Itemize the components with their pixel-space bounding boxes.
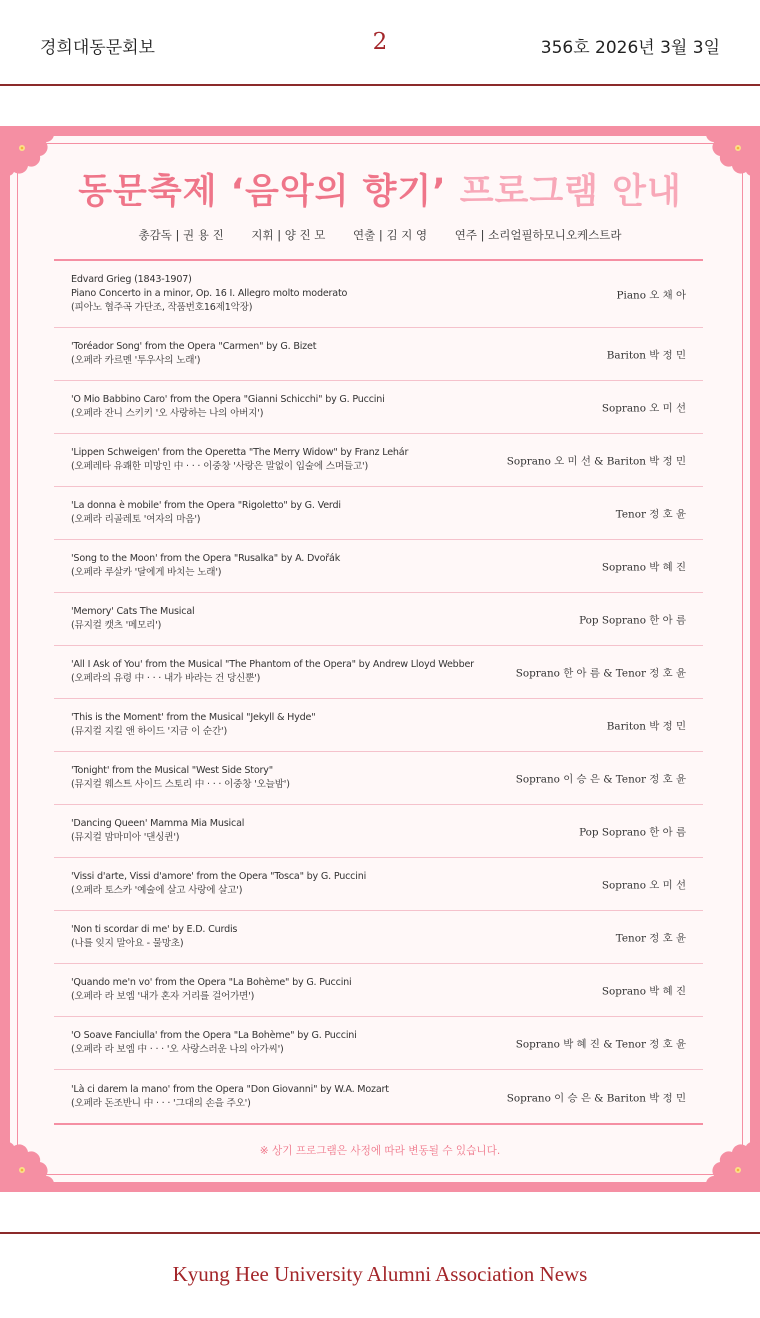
program-frame — [0, 126, 760, 1192]
program-line: 'Song to the Moon' from the Opera "Rusalka" by A. Dvořák — [71, 553, 341, 564]
program-row — [54, 261, 703, 328]
program-title — [71, 273, 521, 315]
program-line: (뮤지컬 캣츠 '메모리') — [71, 620, 162, 631]
program-performer: Pop Soprano 한 아 름 — [579, 826, 686, 839]
program-performer: Tenor 정 호 윤 — [615, 508, 686, 521]
program-performer: Soprano 오 미 선 — [601, 402, 686, 415]
program-performer: Soprano 오 미 선 & Bariton 박 정 민 — [506, 455, 686, 468]
program-row — [54, 964, 703, 1017]
program-performer: Tenor 정 호 윤 — [615, 932, 686, 945]
program-line: 'Memory' Cats The Musical — [71, 606, 195, 617]
program-line: (나를 잊지 말아요 - 물망초) — [71, 938, 184, 949]
program-performer: Pop Soprano 한 아 름 — [579, 614, 686, 627]
page-title — [0, 164, 760, 214]
program-line: (오페라 리골레토 '여자의 마음') — [71, 514, 201, 525]
program-line: 'La donna è mobile' from the Opera "Rigoletto" by G. Verdi — [71, 500, 341, 511]
program-line: 'O Mio Babbino Caro' from the Opera "Gianni Schicchi" by G. Puccini — [71, 394, 385, 405]
program-title — [71, 817, 521, 845]
program-title — [71, 446, 521, 474]
program-row — [54, 328, 703, 381]
credit-conductor: 지휘 | 양 진 모 — [251, 228, 326, 242]
program-line: (오페라 라 보엠 '내가 혼자 거리를 걸어가면') — [71, 991, 255, 1002]
program-row — [54, 911, 703, 964]
credits — [0, 227, 760, 243]
program-performer: Soprano 이 승 은 & Tenor 정 호 윤 — [515, 773, 686, 786]
program-row — [54, 858, 703, 911]
credit-staging: 연출 | 김 지 영 — [353, 228, 428, 242]
program-list — [54, 259, 703, 1125]
program-row — [54, 752, 703, 805]
program-line: (오페라 잔니 스키키 '오 사랑하는 나의 아버지') — [71, 408, 264, 419]
program-line: 'Dancing Queen' Mamma Mia Musical — [71, 818, 245, 829]
program-line: (오페라 돈조반니 中 · · · '그대의 손을 주오') — [71, 1097, 251, 1109]
program-performer: Bariton 박 정 민 — [606, 349, 686, 362]
program-line: (뮤지컬 웨스트 사이드 스토리 中 · · · 이중창 '오늘밤') — [71, 779, 290, 790]
program-line: (오페라 카르멘 '투우사의 노래') — [71, 355, 201, 366]
program-line: 'This is the Moment' from the Musical "Jekyll & Hyde" — [71, 712, 316, 723]
program-title — [71, 658, 521, 686]
footer-title: Kyung Hee University Alumni Association News — [172, 1262, 588, 1286]
credit-orchestra: 연주 | 소리얼필하모니오케스트라 — [454, 228, 622, 242]
program-title — [71, 1029, 521, 1057]
program-performer: Soprano 오 미 선 — [601, 879, 686, 892]
title-main: 동문축제 ‘음악의 향기’ — [78, 172, 447, 212]
program-performer: Soprano 박 혜 진 — [601, 985, 686, 998]
program-performer: Soprano 한 아 름 & Tenor 정 호 윤 — [515, 667, 686, 680]
program-line: (오페라의 유령 中 · · · 내가 바라는 건 당신뿐') — [71, 673, 261, 684]
program-performer: Soprano 박 혜 진 — [601, 561, 686, 574]
publication-name: 경희대동문회보 — [40, 38, 155, 58]
program-title — [71, 499, 521, 527]
program-title — [71, 605, 521, 633]
program-performer: Bariton 박 정 민 — [606, 720, 686, 733]
program-performer: Piano 오 채 아 — [616, 289, 686, 302]
program-line: 'All I Ask of You' from the Musical "The Phantom of the Opera" by Andrew Lloyd Webber — [71, 659, 474, 670]
program-line: (오페레타 유쾌한 미망인 中 · · · 이중창 '사랑은 말없이 입술에 스며들고') — [71, 461, 369, 472]
notice: ※ 상기 프로그램은 사정에 따라 변동될 수 있습니다. — [259, 1145, 501, 1157]
program-line: 'Là ci darem la mano' from the Opera "Don Giovanni" by W.A. Mozart — [71, 1083, 389, 1095]
program-performer: Soprano 이 승 은 & Bariton 박 정 민 — [506, 1092, 686, 1104]
program-line: (피아노 협주곡 가단조, 작품번호16제1악장) — [71, 302, 253, 313]
footer-divider — [0, 1232, 760, 1234]
program-row — [54, 434, 703, 487]
program-line: 'Lippen Schweigen' from the Operetta "The Merry Widow" by Franz Lehár — [71, 447, 409, 458]
program-line: 'Quando me'n vo' from the Opera "La Bohème" by G. Puccini — [71, 977, 352, 988]
program-title — [71, 976, 521, 1004]
program-row — [54, 1017, 703, 1070]
program-row — [54, 381, 703, 434]
program-title — [71, 393, 521, 421]
program-row — [54, 646, 703, 699]
masthead — [0, 0, 760, 86]
program-line: (오페라 토스카 '예술에 살고 사랑에 살고') — [71, 885, 243, 896]
program-line: 'Tonight' from the Musical "West Side Story" — [71, 765, 273, 776]
program-row — [54, 487, 703, 540]
program-title — [71, 711, 521, 739]
program-row — [54, 593, 703, 646]
program-title — [71, 1083, 521, 1111]
program-row — [54, 1070, 703, 1123]
program-title — [71, 870, 521, 898]
program-performer: Soprano 박 혜 진 & Tenor 정 호 윤 — [515, 1038, 686, 1051]
program-row — [54, 540, 703, 593]
title-sub: 프로그램 안내 — [459, 172, 682, 212]
page-number: 2 — [372, 29, 388, 55]
program-line: (오페라 루살카 '달에게 바치는 노래') — [71, 567, 222, 578]
program-title — [71, 923, 521, 951]
program-line: (오페라 라 보엠 中 · · · '오 사랑스러운 나의 아가씨') — [71, 1044, 284, 1055]
program-title — [71, 340, 521, 368]
program-row — [54, 805, 703, 858]
program-line: 'Vissi d'arte, Vissi d'amore' from the Opera "Tosca" by G. Puccini — [71, 871, 367, 882]
program-line: 'Toréador Song' from the Opera "Carmen" by G. Bizet — [71, 341, 317, 352]
program-line: Piano Concerto in a minor, Op. 16 I. Allegro molto moderato — [71, 288, 348, 299]
program-line: 'O Soave Fanciulla' from the Opera "La Bohème" by G. Puccini — [71, 1030, 357, 1041]
program-line: (뮤지컬 맘마미아 '댄싱퀸') — [71, 832, 180, 843]
credit-director: 총감독 | 권 용 진 — [138, 228, 224, 242]
program-line: 'Non ti scordar di me' by E.D. Curdis — [71, 924, 238, 935]
program-line: (뮤지컬 지킬 앤 하이드 '지금 이 순간') — [71, 726, 228, 737]
program-line: Edvard Grieg (1843-1907) — [71, 274, 192, 285]
program-title — [71, 764, 521, 792]
program-row — [54, 699, 703, 752]
issue-date: 356호 2026년 3월 3일 — [540, 38, 720, 58]
program-title — [71, 552, 521, 580]
